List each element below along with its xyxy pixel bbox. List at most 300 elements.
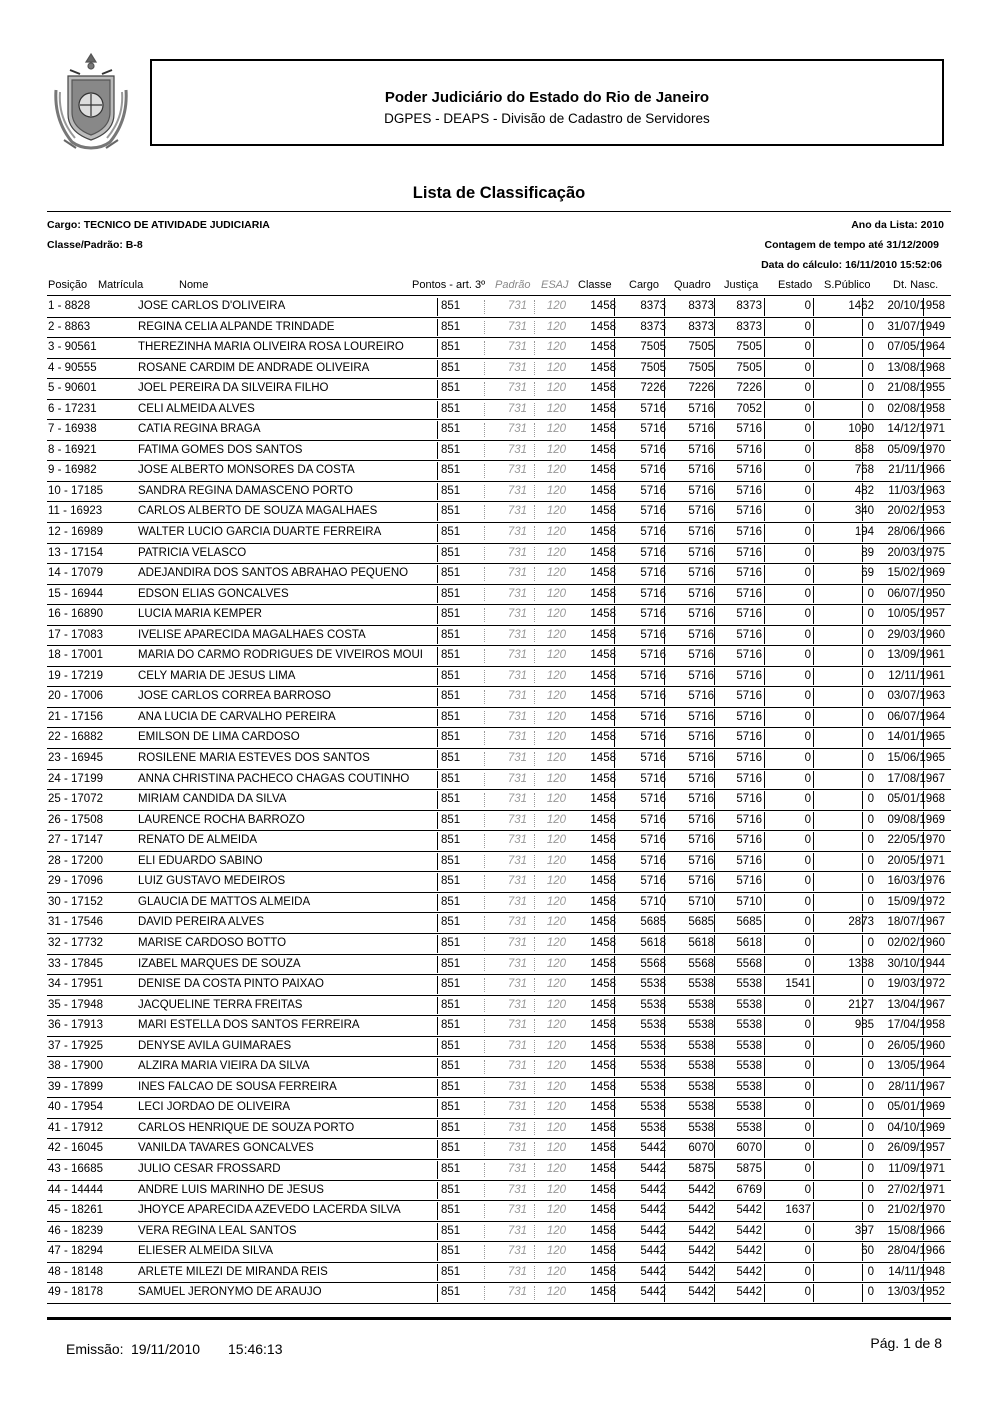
table-row [47, 359, 951, 380]
cell-spublico: 0 [867, 710, 874, 723]
cell-divider [862, 647, 863, 665]
cargo-label: Cargo: TECNICO DE ATIVIDADE JUDICIARIA [47, 219, 270, 231]
cell-esaj: 120 [546, 669, 566, 682]
cell-quadro: 5716 [688, 875, 714, 888]
cell-classe: 1458 [590, 1162, 616, 1175]
cell-pontos: 851 [441, 793, 461, 806]
cell-divider-dotted [534, 1184, 535, 1198]
cell-estado: 0 [804, 341, 811, 354]
cell-divider-dotted [484, 629, 485, 643]
cell-esaj: 120 [546, 546, 566, 559]
cell-divider [764, 483, 765, 501]
table-row [47, 605, 951, 626]
cell-divider [764, 894, 765, 912]
cell-divider-dotted [484, 382, 485, 396]
cell-pontos: 851 [441, 854, 461, 867]
cell-divider [862, 812, 863, 830]
cell-divider-dotted [534, 321, 535, 335]
cell-estado: 0 [804, 813, 811, 826]
cell-divider [764, 401, 765, 419]
cell-esaj: 120 [546, 1245, 566, 1258]
cell-pontos: 851 [441, 649, 461, 662]
cell-nome: MARI ESTELLA DOS SANTOS FERREIRA [138, 1019, 360, 1032]
cell-divider [437, 647, 438, 665]
cell-divider [714, 647, 715, 665]
cell-padrao: 731 [507, 628, 527, 641]
cell-dt-nasc: 20/02/1953 [887, 505, 945, 518]
cell-posicao-matricula: 43 - 16685 [48, 1162, 103, 1175]
cell-divider-dotted [534, 567, 535, 581]
table-row [47, 975, 951, 996]
cell-divider [437, 668, 438, 686]
cell-justica: 5538 [736, 1121, 762, 1134]
cell-quadro: 6070 [688, 1142, 714, 1155]
cell-divider [764, 997, 765, 1015]
header-box [150, 59, 944, 146]
footer-divider [47, 1317, 951, 1320]
cell-divider-dotted [534, 1122, 535, 1136]
cell-pontos: 851 [441, 936, 461, 949]
cell-padrao: 731 [507, 854, 527, 867]
cell-divider-dotted [484, 1122, 485, 1136]
cell-classe: 1458 [590, 320, 616, 333]
cell-justica: 5538 [736, 978, 762, 991]
cell-dt-nasc: 14/12/1971 [887, 423, 945, 436]
cell-pontos: 851 [441, 1039, 461, 1052]
cell-pontos: 851 [441, 895, 461, 908]
cell-divider-dotted [484, 300, 485, 314]
cell-esaj: 120 [546, 505, 566, 518]
cell-dt-nasc: 05/09/1970 [887, 443, 945, 456]
cell-pontos: 851 [441, 628, 461, 641]
cell-divider-dotted [484, 670, 485, 684]
cell-estado: 0 [804, 1060, 811, 1073]
cell-pontos: 851 [441, 998, 461, 1011]
cell-esaj: 120 [546, 1039, 566, 1052]
cell-classe: 1458 [590, 752, 616, 765]
cell-cargo: 5442 [640, 1224, 666, 1237]
cell-cargo: 5716 [640, 813, 666, 826]
col-nome: Nome [179, 279, 209, 291]
cell-divider-dotted [534, 1142, 535, 1156]
cell-spublico: 0 [867, 731, 874, 744]
cell-quadro: 5716 [688, 423, 714, 436]
cell-spublico: 0 [867, 813, 874, 826]
cell-dt-nasc: 29/03/1960 [887, 628, 945, 641]
cell-dt-nasc: 06/07/1950 [887, 587, 945, 600]
cell-padrao: 731 [507, 526, 527, 539]
cell-classe: 1458 [590, 1224, 616, 1237]
cell-divider [862, 832, 863, 850]
ano-lista: Ano da Lista: 2010 [851, 219, 944, 231]
cell-justica: 6070 [736, 1142, 762, 1155]
cell-estado: 0 [804, 731, 811, 744]
cell-quadro: 5875 [688, 1162, 714, 1175]
cell-dt-nasc: 11/09/1971 [888, 1162, 945, 1175]
cell-cargo: 8373 [640, 320, 666, 333]
cell-divider [714, 565, 715, 583]
cell-divider [437, 1243, 438, 1261]
cell-divider-dotted [484, 978, 485, 992]
cell-divider [764, 791, 765, 809]
cell-cargo: 5716 [640, 649, 666, 662]
cell-divider-dotted [534, 1040, 535, 1054]
cell-cargo: 5538 [640, 1080, 666, 1093]
cell-posicao-matricula: 9 - 16982 [48, 464, 97, 477]
table-row [47, 1078, 951, 1099]
cell-estado: 0 [804, 484, 811, 497]
cell-nome: PATRICIA VELASCO [138, 546, 247, 559]
cell-divider [714, 709, 715, 727]
cell-cargo: 7505 [640, 361, 666, 374]
cell-spublico: 69 [861, 567, 874, 580]
cell-divider [437, 1058, 438, 1076]
cell-padrao: 731 [507, 895, 527, 908]
cell-justica: 5716 [736, 464, 762, 477]
cell-divider [862, 1099, 863, 1117]
cell-divider [813, 688, 814, 706]
cell-divider [437, 750, 438, 768]
cell-dt-nasc: 26/05/1960 [887, 1039, 945, 1052]
cell-estado: 1541 [785, 978, 811, 991]
header-subtitle: DGPES - DEAPS - Divisão de Cadastro de Servidores [384, 111, 710, 126]
cell-divider [862, 339, 863, 357]
cell-nome: ANNA CHRISTINA PACHECO CHAGAS COUTINHO [138, 772, 410, 785]
cell-divider [764, 586, 765, 604]
cell-posicao-matricula: 27 - 17147 [48, 834, 103, 847]
table-row [47, 749, 951, 770]
cell-quadro: 5716 [688, 443, 714, 456]
cell-divider [764, 442, 765, 460]
cell-padrao: 731 [507, 361, 527, 374]
cell-classe: 1458 [590, 361, 616, 374]
cell-posicao-matricula: 32 - 17732 [48, 936, 103, 949]
table-row [47, 667, 951, 688]
cell-divider [862, 1202, 863, 1220]
table-row [47, 318, 951, 339]
cell-posicao-matricula: 48 - 18148 [48, 1265, 103, 1278]
cell-spublico: 0 [867, 402, 874, 415]
table-row [47, 502, 951, 523]
cell-divider-dotted [484, 875, 485, 889]
cell-divider [862, 935, 863, 953]
cell-padrao: 731 [507, 669, 527, 682]
cell-posicao-matricula: 35 - 17948 [48, 998, 103, 1011]
cell-divider [714, 524, 715, 542]
cell-spublico: 0 [867, 361, 874, 374]
cell-dt-nasc: 28/04/1966 [887, 1245, 945, 1258]
cell-cargo: 5716 [640, 402, 666, 415]
cell-divider-dotted [534, 1245, 535, 1259]
cell-cargo: 5442 [640, 1204, 666, 1217]
cell-cargo: 5568 [640, 957, 666, 970]
cell-quadro: 5716 [688, 505, 714, 518]
cell-divider [813, 791, 814, 809]
cell-estado: 0 [804, 608, 811, 621]
table-row [47, 1098, 951, 1119]
cell-divider [862, 1161, 863, 1179]
cell-divider-dotted [534, 505, 535, 519]
cell-pontos: 851 [441, 957, 461, 970]
table-row [47, 1283, 951, 1304]
cell-esaj: 120 [546, 341, 566, 354]
table-row [47, 379, 951, 400]
cell-spublico: 0 [867, 320, 874, 333]
cell-dt-nasc: 21/08/1955 [887, 382, 945, 395]
table-row [47, 1242, 951, 1263]
cell-pontos: 851 [441, 587, 461, 600]
cell-divider [764, 771, 765, 789]
cell-posicao-matricula: 38 - 17900 [48, 1060, 103, 1073]
cell-divider [437, 442, 438, 460]
cell-divider-dotted [534, 958, 535, 972]
cell-esaj: 120 [546, 1142, 566, 1155]
cell-posicao-matricula: 22 - 16882 [48, 731, 103, 744]
cell-divider-dotted [534, 773, 535, 787]
cell-nome: CELI ALMEIDA ALVES [138, 402, 255, 415]
cell-posicao-matricula: 49 - 18178 [48, 1286, 103, 1299]
cell-divider-dotted [484, 711, 485, 725]
cell-divider [813, 401, 814, 419]
cell-divider [437, 791, 438, 809]
cell-posicao-matricula: 36 - 17913 [48, 1019, 103, 1032]
cell-pontos: 851 [441, 772, 461, 785]
cell-classe: 1458 [590, 505, 616, 518]
cell-divider-dotted [534, 1204, 535, 1218]
cell-divider [437, 729, 438, 747]
cell-divider [813, 647, 814, 665]
cell-cargo: 5716 [640, 546, 666, 559]
cell-justica: 5716 [736, 875, 762, 888]
cell-divider [764, 319, 765, 337]
cell-classe: 1458 [590, 608, 616, 621]
cell-posicao-matricula: 15 - 16944 [48, 587, 103, 600]
cell-classe: 1458 [590, 978, 616, 991]
cell-posicao-matricula: 17 - 17083 [48, 628, 103, 641]
cell-posicao-matricula: 4 - 90555 [48, 361, 97, 374]
cell-divider-dotted [484, 1204, 485, 1218]
cell-pontos: 851 [441, 443, 461, 456]
cell-dt-nasc: 17/04/1958 [887, 1019, 945, 1032]
cell-pontos: 851 [441, 341, 461, 354]
cell-divider [714, 1038, 715, 1056]
cell-cargo: 5442 [640, 1183, 666, 1196]
cell-padrao: 731 [507, 1019, 527, 1032]
cell-divider-dotted [534, 937, 535, 951]
cell-divider [437, 319, 438, 337]
cell-posicao-matricula: 29 - 17096 [48, 875, 103, 888]
cell-esaj: 120 [546, 382, 566, 395]
cell-cargo: 5716 [640, 443, 666, 456]
cell-classe: 1458 [590, 731, 616, 744]
cell-divider [764, 360, 765, 378]
cell-posicao-matricula: 47 - 18294 [48, 1245, 103, 1258]
table-row [47, 728, 951, 749]
cell-divider [764, 935, 765, 953]
cell-nome: ANDRE LUIS MARINHO DE JESUS [138, 1183, 324, 1196]
cell-justica: 5716 [736, 587, 762, 600]
cell-justica: 5716 [736, 772, 762, 785]
cell-estado: 0 [804, 1080, 811, 1093]
cell-divider [437, 997, 438, 1015]
cell-spublico: 60 [861, 1245, 874, 1258]
cell-nome: DENISE DA COSTA PINTO PAIXAO [138, 978, 324, 991]
emissao-data: 19/11/2010 [131, 1341, 201, 1357]
cell-divider-dotted [484, 958, 485, 972]
cell-dt-nasc: 15/06/1965 [887, 752, 945, 765]
cell-dt-nasc: 15/08/1966 [887, 1224, 945, 1237]
cell-divider [714, 483, 715, 501]
cell-classe: 1458 [590, 567, 616, 580]
cell-padrao: 731 [507, 546, 527, 559]
cell-divider [862, 668, 863, 686]
cell-posicao-matricula: 44 - 14444 [48, 1183, 103, 1196]
cell-spublico: 89 [861, 546, 874, 559]
cell-padrao: 731 [507, 1060, 527, 1073]
cell-classe: 1458 [590, 1019, 616, 1032]
cell-spublico: 0 [867, 690, 874, 703]
emissao-label: Emissão: [66, 1341, 124, 1357]
cell-pontos: 851 [441, 608, 461, 621]
cell-dt-nasc: 02/08/1958 [887, 402, 945, 415]
cell-divider-dotted [534, 547, 535, 561]
cell-estado: 0 [804, 957, 811, 970]
cell-divider-dotted [484, 1225, 485, 1239]
cell-cargo: 5716 [640, 834, 666, 847]
cell-classe: 1458 [590, 526, 616, 539]
table-row [47, 420, 951, 441]
cell-cargo: 5685 [640, 916, 666, 929]
cell-cargo: 5716 [640, 772, 666, 785]
cell-divider-dotted [484, 731, 485, 745]
cell-divider [813, 976, 814, 994]
cell-estado: 1637 [785, 1204, 811, 1217]
cell-nome: DAVID PEREIRA ALVES [138, 916, 265, 929]
cell-divider [813, 1058, 814, 1076]
cell-esaj: 120 [546, 690, 566, 703]
cell-divider-dotted [534, 608, 535, 622]
cell-posicao-matricula: 12 - 16989 [48, 526, 103, 539]
table-row [47, 770, 951, 791]
cell-dt-nasc: 21/02/1970 [887, 1204, 945, 1217]
cell-divider [813, 1038, 814, 1056]
cell-nome: RENATO DE ALMEIDA [138, 834, 258, 847]
cell-cargo: 5538 [640, 1039, 666, 1052]
cell-divider-dotted [534, 855, 535, 869]
cell-divider-dotted [534, 896, 535, 910]
cell-nome: ALZIRA MARIA VIEIRA DA SILVA [138, 1060, 310, 1073]
col-esaj: ESAJ [541, 279, 569, 291]
cell-nome: VANILDA TAVARES GONCALVES [138, 1142, 314, 1155]
cell-divider [714, 1017, 715, 1035]
cell-nome: SANDRA REGINA DAMASCENO PORTO [138, 484, 353, 497]
cell-classe: 1458 [590, 813, 616, 826]
col-spublico: S.Público [824, 279, 871, 291]
cell-dt-nasc: 12/11/1961 [888, 669, 945, 682]
cell-quadro: 7505 [688, 361, 714, 374]
cell-divider [813, 853, 814, 871]
cell-divider-dotted [484, 752, 485, 766]
cell-divider [714, 873, 715, 891]
cell-divider [813, 483, 814, 501]
cell-divider [813, 1079, 814, 1097]
cell-divider-dotted [484, 1245, 485, 1259]
cell-cargo: 5538 [640, 1121, 666, 1134]
cell-justica: 5716 [736, 834, 762, 847]
cell-divider [813, 668, 814, 686]
cell-classe: 1458 [590, 916, 616, 929]
table-row [47, 893, 951, 914]
cell-posicao-matricula: 28 - 17200 [48, 854, 103, 867]
table-row [47, 934, 951, 955]
cell-divider [714, 1182, 715, 1200]
cell-nome: THEREZINHA MARIA OLIVEIRA ROSA LOUREIRO [138, 341, 404, 354]
cell-estado: 0 [804, 710, 811, 723]
cell-divider [437, 503, 438, 521]
cell-padrao: 731 [507, 1265, 527, 1278]
cell-divider [437, 1038, 438, 1056]
cell-nome: LUCIA MARIA KEMPER [138, 608, 262, 621]
cell-estado: 0 [804, 895, 811, 908]
cell-spublico: 0 [867, 772, 874, 785]
cell-divider [714, 1243, 715, 1261]
cell-quadro: 5716 [688, 752, 714, 765]
cell-quadro: 5538 [688, 1060, 714, 1073]
cell-divider-dotted [484, 588, 485, 602]
cell-divider [437, 483, 438, 501]
cell-divider [437, 339, 438, 357]
cell-divider-dotted [484, 505, 485, 519]
cell-esaj: 120 [546, 710, 566, 723]
cell-esaj: 120 [546, 1019, 566, 1032]
cell-divider [862, 873, 863, 891]
cell-justica: 5685 [736, 916, 762, 929]
cell-classe: 1458 [590, 793, 616, 806]
cell-pontos: 851 [441, 423, 461, 436]
cell-justica: 5716 [736, 423, 762, 436]
cell-divider [764, 1202, 765, 1220]
cell-divider [813, 627, 814, 645]
cell-divider [764, 1243, 765, 1261]
cell-padrao: 731 [507, 731, 527, 744]
cell-cargo: 5716 [640, 587, 666, 600]
cell-posicao-matricula: 20 - 17006 [48, 690, 103, 703]
cell-estado: 0 [804, 1224, 811, 1237]
cell-quadro: 5716 [688, 649, 714, 662]
cell-posicao-matricula: 16 - 16890 [48, 608, 103, 621]
table-row [47, 1037, 951, 1058]
cell-quadro: 5618 [688, 936, 714, 949]
cell-divider-dotted [484, 608, 485, 622]
cell-divider [862, 1079, 863, 1097]
cell-divider-dotted [484, 916, 485, 930]
cell-quadro: 5716 [688, 813, 714, 826]
cell-quadro: 5716 [688, 526, 714, 539]
cell-classe: 1458 [590, 1080, 616, 1093]
table-row [47, 1201, 951, 1222]
cell-divider [764, 832, 765, 850]
cell-esaj: 120 [546, 998, 566, 1011]
cell-spublico: 0 [867, 1080, 874, 1093]
cell-divider-dotted [534, 485, 535, 499]
cell-classe: 1458 [590, 300, 616, 312]
cell-divider [437, 935, 438, 953]
cell-dt-nasc: 22/05/1970 [887, 834, 945, 847]
cell-nome: IZABEL MARQUES DE SOUZA [138, 957, 301, 970]
cell-divider-dotted [534, 1019, 535, 1033]
cell-estado: 0 [804, 649, 811, 662]
cell-nome: WALTER LUCIO GARCIA DUARTE FERREIRA [138, 526, 382, 539]
